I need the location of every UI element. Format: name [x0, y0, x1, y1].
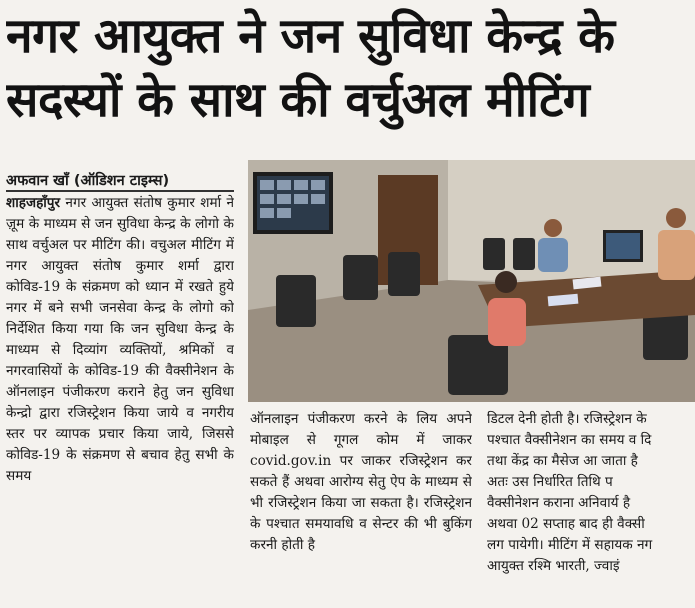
column-3-line: तथा केंद्र का मैसेज आ जाता है	[487, 453, 638, 469]
headline-line-2: सदस्यों के साथ की वर्चुअल मीटिंग	[6, 72, 590, 128]
byline-rule	[6, 190, 234, 192]
meeting-photo	[248, 160, 695, 402]
headline-line-1: नगर आयुक्त ने जन सुविधा केन्द्र के	[6, 8, 615, 64]
article-column-1	[6, 193, 234, 608]
byline: अफवान खाँ (ऑडिशन टाइम्स)	[6, 173, 170, 189]
column-3-line: वैक्सीनेशन कराना अनिवार्य है	[487, 495, 631, 511]
article-column-2: ऑनलाइन पंजीकरण करने के लिय अपने मोबाइल से गूगल कोम में जाकर covid.gov.in पर जाकर रजिस्ट्रेशन कर सकते हैं अथवा आरोग्य सेतु ऐप के माध्यम से भी रजिस्ट्रेशन किया जा सकता है। रजिस्ट्रेशन के पश्चात समयावधि व सेन्टर की भी बुकिंग करनी होती है	[250, 411, 472, 553]
column-1-text: नगर आयुक्त संतोष कुमार शर्मा ने ज़ूम के माध्यम से जन सुविधा केन्द्र के लोगो के साथ वर्चुअल पर मीटिंग की। वचुअल मीटिंग में नगर आयुक्त संतोष कुमार शर्मा द्वारा कोविड-19 के संक्रमण को ध्यान में रखते हुये नगर में बने सभी जनसेवा केन्द्र के लोगो को निर्देशित किया गया कि जन सुविधा केन्द्र के माध्यम से दिव्यांग व्यक्तियों, श्रमिकों व नगरवासियों के कोविड-19 की वैक्सीनेशन के ऑनलाइन पंजीकरण कराने हेतु जन सुविधा केन्द्रो द्वारा रजिस्ट्रेशन किया जाये व नगरीय स्तर पर व्यापक प्रचार किया जाये, जिससे कोविड-19 के संक्रमण से बचाव हेतु सभी के समय	[6, 195, 234, 484]
column-3-line: अथवा 02 सप्ताह बाद ही वैक्सी	[487, 516, 645, 532]
headline	[6, 4, 695, 132]
article-column-3	[487, 409, 695, 608]
dateline: शाहजहाँपुर	[6, 195, 61, 211]
column-3-line: डिटल देनी होती है। रजिस्ट्रेशन के	[487, 411, 647, 427]
column-3-line: लग पायेगी। मीटिंग में सहायक नग	[487, 537, 653, 553]
column-3-line: पश्चात वैक्सीनेशन का समय व दि	[487, 432, 652, 448]
column-3-line: आयुक्त रश्मि भारती, ज्वाइं	[487, 558, 620, 574]
column-3-line: अतः उस निर्धारित तिथि प	[487, 474, 613, 490]
